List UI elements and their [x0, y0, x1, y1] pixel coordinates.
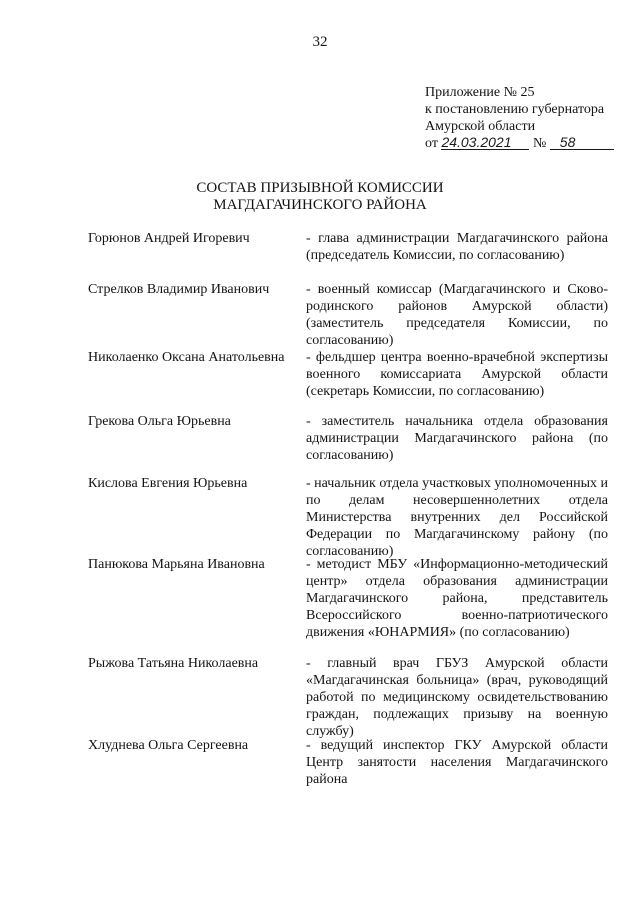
member-role: - ведущий инспектор ГКУ Амурской области Центр занятости населения Магдагачинского района — [306, 738, 608, 787]
member-row — [88, 556, 608, 655]
member-role: - военный комиссар (Магдагачинского и Сково-родинского районов Амурской области) (заместитель председателя Комиссии, по согласованию) — [306, 282, 608, 348]
number-prefix: № — [532, 136, 547, 151]
title-line-1: СОСТАВ ПРИЗЫВНОЙ КОМИССИИ — [196, 180, 444, 196]
member-row — [88, 349, 608, 413]
appendix-header — [425, 84, 614, 152]
commission-members-list — [88, 230, 608, 788]
member-name: Стрелков Владимир Иванович — [88, 282, 270, 297]
page-number: 32 — [312, 34, 328, 50]
member-row — [88, 230, 608, 281]
member-name: Николаенко Оксана Анатольевна — [88, 350, 285, 365]
appendix-region: Амурской области — [425, 119, 536, 134]
member-row — [88, 655, 608, 737]
member-role: - методист МБУ «Информационно-методический центр» отдела образования администрации Магдагачинского района, представитель Всероссийского военно-патриотического движения «ЮНАРМИЯ» (по согласованию) — [306, 557, 608, 640]
title-line-2: МАГДАГАЧИНСКОГО РАЙОНА — [213, 197, 427, 213]
member-name: Грекова Ольга Юрьевна — [88, 414, 231, 429]
member-role: - фельдшер центра военно-врачебной экспертизы военного комиссариата Амурской области (секретарь Комиссии, по согласованию) — [306, 350, 608, 399]
document-title — [0, 180, 640, 214]
date-prefix: от — [425, 136, 438, 151]
appendix-decree-ref: к постановлению губернатора — [425, 102, 605, 117]
member-row — [88, 475, 608, 559]
member-name: Рыжова Татьяна Николаевна — [88, 656, 259, 671]
member-row — [88, 413, 608, 475]
member-role: - главный врач ГБУЗ Амурской области «Магдагачинская больница» (врач, руководящий работой по медицинскому освидетельствованию граждан, подлежащих призыву на военную службу) — [306, 656, 608, 739]
member-role: - начальник отдела участковых уполномоченных и по делам несовершеннолетних отдела Министерства внутренних дел Российской Федерации по Магдагачинскому району (по согласованию) — [306, 476, 608, 559]
appendix-number: Приложение № 25 — [425, 85, 535, 100]
member-name: Хлуднева Ольга Сергеевна — [88, 738, 249, 753]
member-name: Панюкова Марьяна Ивановна — [88, 557, 265, 572]
member-name: Кислова Евгения Юрьевна — [88, 476, 248, 491]
member-role: - заместитель начальника отдела образования администрации Магдагачинского района (по согласованию) — [306, 414, 608, 463]
appendix-date-line — [425, 135, 614, 152]
member-row — [88, 737, 608, 788]
handwritten-number: 58 — [550, 135, 614, 150]
handwritten-date: 24.03.2021 — [441, 135, 529, 150]
member-row — [88, 281, 608, 349]
member-name: Горюнов Андрей Игоревич — [88, 231, 250, 246]
member-role: - глава администрации Магдагачинского района (председатель Комиссии, по согласованию) — [306, 231, 608, 263]
